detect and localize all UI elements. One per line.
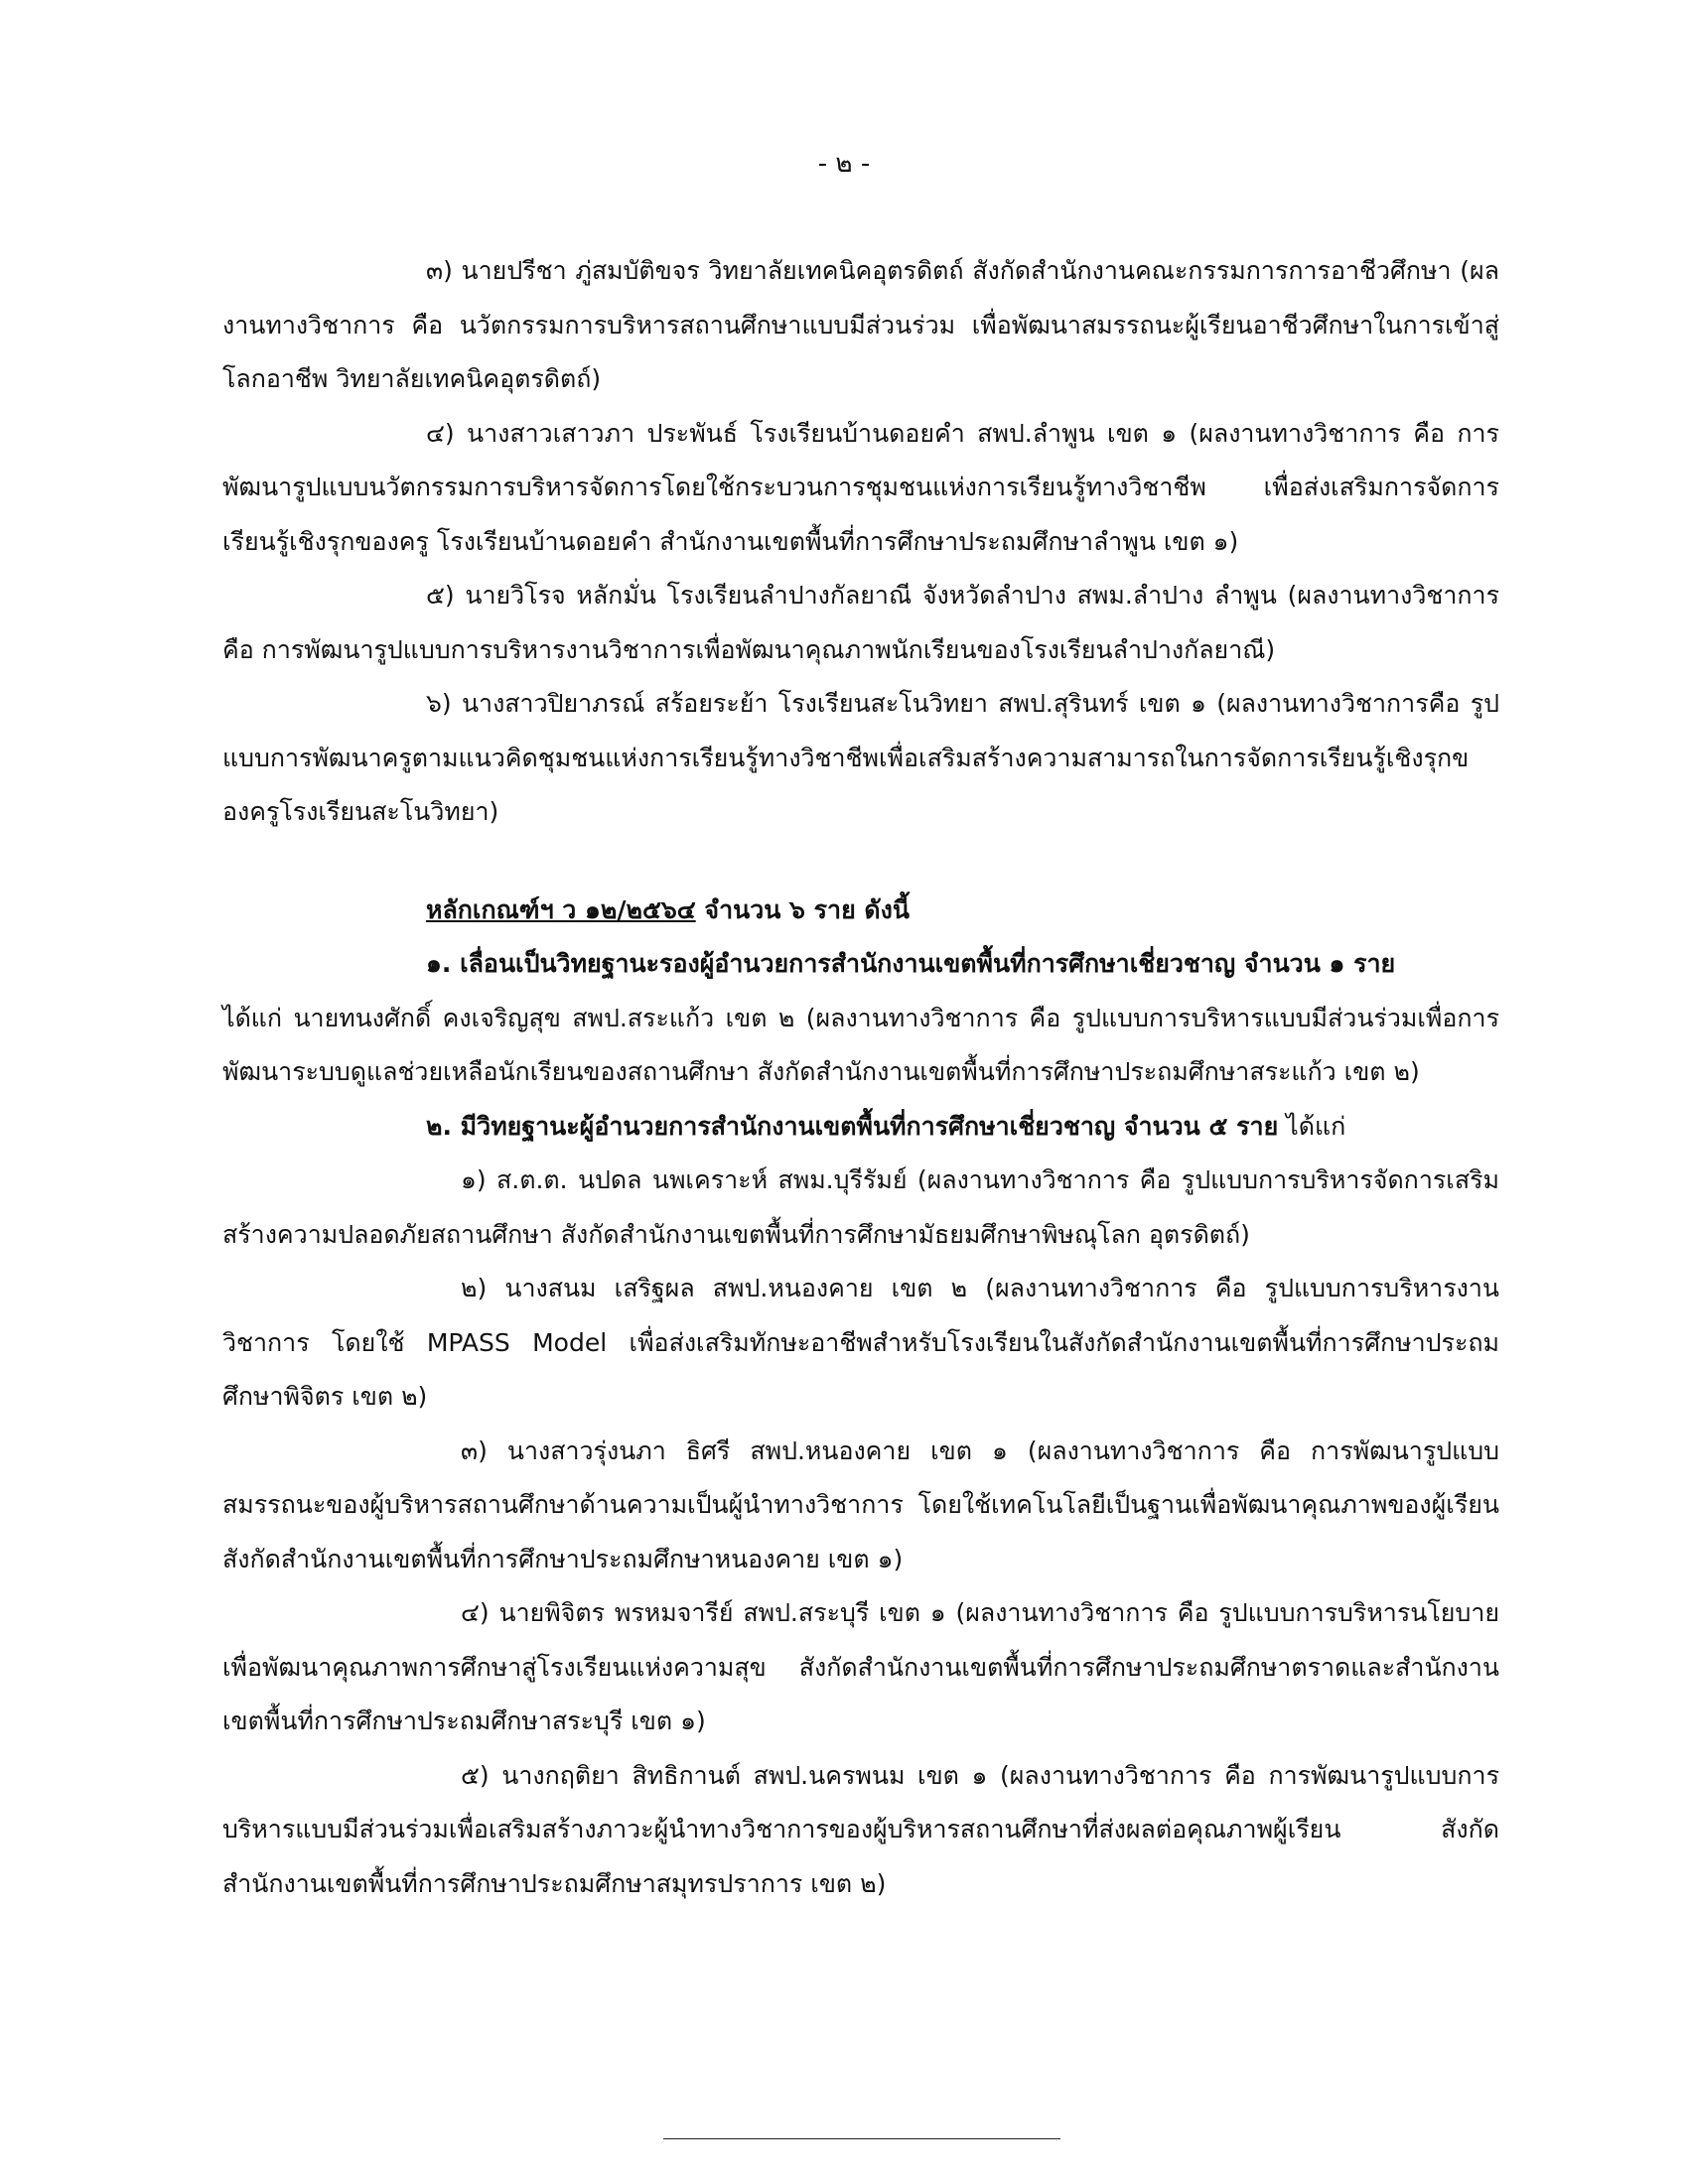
list-item: ๕) นายวิโรจ หลักมั่น โรงเรียนลำปางกัลยาณี จังหวัดลำปาง สพม.ลำปาง ลำพูน (ผลงานทางวิชาการ คือ การพัฒนารูปแบบการบริหารงานวิชาการเพื่อพัฒนาคุณภาพนักเรียนของโรงเรียนลำปางกัลยาณี) [222, 581, 1499, 664]
section-2-title: ๒. มีวิทยฐานะผู้อำนวยการสำนักงานเขตพื้นที่การศึกษาเชี่ยวชาญ จำนวน ๕ ราย [426, 1111, 1279, 1141]
section-1-title: ๑. เลื่อนเป็นวิทยฐานะรองผู้อำนวยการสำนักงานเขตพื้นที่การศึกษาเชี่ยวชาญ จำนวน ๑ ราย [426, 949, 1396, 978]
list-item: ๔) นายพิจิตร พรหมจารีย์ สพป.สระบุรี เขต ๑ (ผลงานทางวิชาการ คือ รูปแบบการบริหารนโยบายเพื่อพัฒนาคุณภาพการศึกษาสู่โรงเรียนแห่งความสุข สังกัดสำนักงานเขตพื้นที่การศึกษาประถมศึกษาตราดและสำนักงานเขตพื้นที่การศึกษาประถมศึกษาสระบุรี เขต ๑) [222, 1598, 1499, 1735]
criteria-heading-rest: จำนวน ๖ ราย ดังนี้ [695, 894, 910, 924]
section-1-heading [222, 937, 1499, 992]
section-1-body: ได้แก่ นายทนงศักดิ์ คงเจริญสุข สพป.สระแก้ว เขต ๒ (ผลงานทางวิชาการ คือ รูปแบบการบริหารแบบมีส่วนร่วมเพื่อการพัฒนาระบบดูแลช่วยเหลือนักเรียนของสถานศึกษา สังกัดสำนักงานเขตพื้นที่การศึกษาประถมศึกษาสระแก้ว เขต ๒) [222, 1003, 1499, 1086]
page-number: - ๒ - [817, 149, 871, 179]
section-2-heading [222, 1100, 1499, 1155]
document-body [222, 244, 1499, 1911]
section-2-rest: ได้แก่ [1278, 1111, 1346, 1141]
list-item: ๑) ส.ต.ต. นปดล นพเคราะห์ สพม.บุรีรัมย์ (ผลงานทางวิชาการ คือ รูปแบบการบริหารจัดการเสริมสร้างความปลอดภัยสถานศึกษา สังกัดสำนักงานเขตพื้นที่การศึกษามัธยมศึกษาพิษณุโลก อุตรดิตถ์) [222, 1165, 1499, 1249]
list-item: ๕) นางกฤติยา สิทธิกานต์ สพป.นครพนม เขต ๑ (ผลงานทางวิชาการ คือ การพัฒนารูปแบบการบริหารแบบมีส่วนร่วมเพื่อเสริมสร้างภาวะผู้นำทางวิชาการของผู้บริหารสถานศึกษาที่ส่งผลต่อคุณภาพผู้เรียน สังกัดสำนักงานเขตพื้นที่การศึกษาประถมศึกษาสมุทรปราการ เขต ๒) [222, 1760, 1499, 1898]
list-item: ๖) นางสาวปิยาภรณ์ สร้อยระย้า โรงเรียนสะโนวิทยา สพป.สุรินทร์ เขต ๑ (ผลงานทางวิชาการคือ รูปแบบการพัฒนาครูตามแนวคิดชุมชนแห่งการเรียนรู้ทางวิชาชีพเพื่อเสริมสร้างความสามารถในการจัดการเรียนรู้เชิงรุกของครูโรงเรียนสะโนวิทยา) [222, 689, 1499, 826]
spacer [222, 840, 1499, 884]
list-item: ๔) นางสาวเสาวภา ประพันธ์ โรงเรียนบ้านดอยคำ สพป.ลำพูน เขต ๑ (ผลงานทางวิชาการ คือ การพัฒนารูปแบบนวัตกรรมการบริหารจัดการโดยใช้กระบวนการชุมชนแห่งการเรียนรู้ทางวิชาชีพ เพื่อส่งเสริมการจัดการเรียนรู้เชิงรุกของครู โรงเรียนบ้านดอยคำ สำนักงานเขตพื้นที่การศึกษาประถมศึกษาลำพูน เขต ๑) [222, 418, 1499, 556]
criteria-heading-underlined: หลักเกณฑ์ฯ ว ๑๒/๒๕๖๔ [426, 894, 696, 924]
footer-divider [663, 2138, 1060, 2139]
list-item: ๓) นางสาวรุ่งนภา ธิศรี สพป.หนองคาย เขต ๑ (ผลงานทางวิชาการ คือ การพัฒนารูปแบบสมรรถนะของผู้บริหารสถานศึกษาด้านความเป็นผู้นำทางวิชาการ โดยใช้เทคโนโลยีเป็นฐานเพื่อพัฒนาคุณภาพของผู้เรียน สังกัดสำนักงานเขตพื้นที่การศึกษาประถมศึกษาหนองคาย เขต ๑) [222, 1435, 1499, 1573]
criteria-heading [222, 884, 1499, 938]
list-item: ๒) นางสนม เสริฐผล สพป.หนองคาย เขต ๒ (ผลงานทางวิชาการ คือ รูปแบบการบริหารงานวิชาการ โดยใช้ MPASS Model เพื่อส่งเสริมทักษะอาชีพสำหรับโรงเรียนในสังกัดสำนักงานเขตพื้นที่การศึกษาประถมศึกษาพิจิตร เขต ๒) [222, 1274, 1499, 1411]
list-item: ๓) นายปรีชา ภู่สมบัติขจร วิทยาลัยเทคนิคอุตรดิตถ์ สังกัดสำนักงานคณะกรรมการการอาชีวศึกษา (ผลงานทางวิชาการ คือ นวัตกรรมการบริหารสถานศึกษาแบบมีส่วนร่วม เพื่อพัฒนาสมรรถนะผู้เรียนอาชีวศึกษาในการเข้าสู่โลกอาชีพ วิทยาลัยเทคนิคอุตรดิตถ์) [222, 256, 1499, 393]
